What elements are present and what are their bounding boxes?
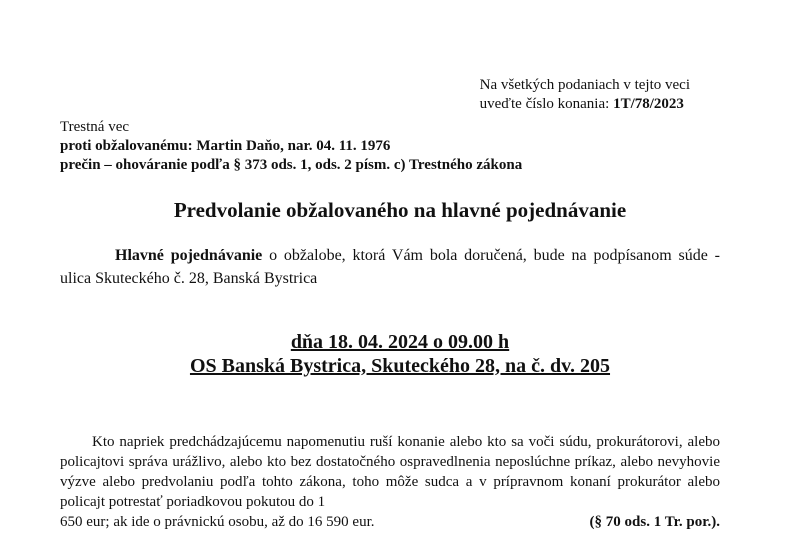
notice-line-1: Na všetkých podaniach v tejto veci (479, 77, 690, 93)
notice-line-2 (480, 95, 690, 114)
hearing-paragraph-text: o obžalobe, ktorá Vám bola doručená, bude na podpísanom súde - ulica Skuteckého č. 28, Banská Bystrica (60, 247, 720, 287)
matter-type: Trestná vec (60, 119, 130, 135)
hearing-lead: Hlavné pojednávanie (115, 247, 263, 264)
warning-tail-line (60, 512, 720, 532)
warning-tail: 650 eur; ak ide o právnickú osobu, až do 16 590 eur. (60, 514, 375, 530)
defendant-line: proti obžalovanému: Martin Daňo, nar. 04. 11. 1976 (60, 138, 391, 154)
hearing-date: dňa 18. 04. 2024 o 09.00 h (290, 331, 510, 353)
warning-paragraph (60, 432, 720, 532)
warning-body: Kto napriek predchádzajúcemu napomenutiu ruší konanie alebo kto sa voči súdu, prokurátorovi, alebo policajtovi správa urážlivo, alebo kto bez dostatočného ospravedlnenia neposlúchne príkaz, alebo nevyhovie výzve alebo predvolaniu podľa tohto zákona, toho môže sudca a v prípravnom konaní prokurátor alebo policajt potrestať poriadkovou pokutou do 1 (60, 434, 720, 510)
hearing-paragraph (60, 244, 720, 290)
hearing-place: OS Banská Bystrica, Skuteckého 28, na č. dv. 205 (189, 355, 611, 377)
case-header (60, 118, 522, 175)
case-number: 1T/78/2023 (613, 96, 684, 112)
legal-reference: (§ 70 ods. 1 Tr. por.). (589, 514, 720, 530)
notice-prefix: uveďte číslo konania: (479, 96, 614, 112)
offense-line: prečin – ohováranie podľa § 373 ods. 1, ods. 2 písm. c) Trestného zákona (60, 157, 523, 173)
hearing-details (0, 330, 800, 378)
case-number-notice (480, 76, 690, 114)
page-title: Predvolanie obžalovaného na hlavné pojednávanie (173, 198, 627, 222)
